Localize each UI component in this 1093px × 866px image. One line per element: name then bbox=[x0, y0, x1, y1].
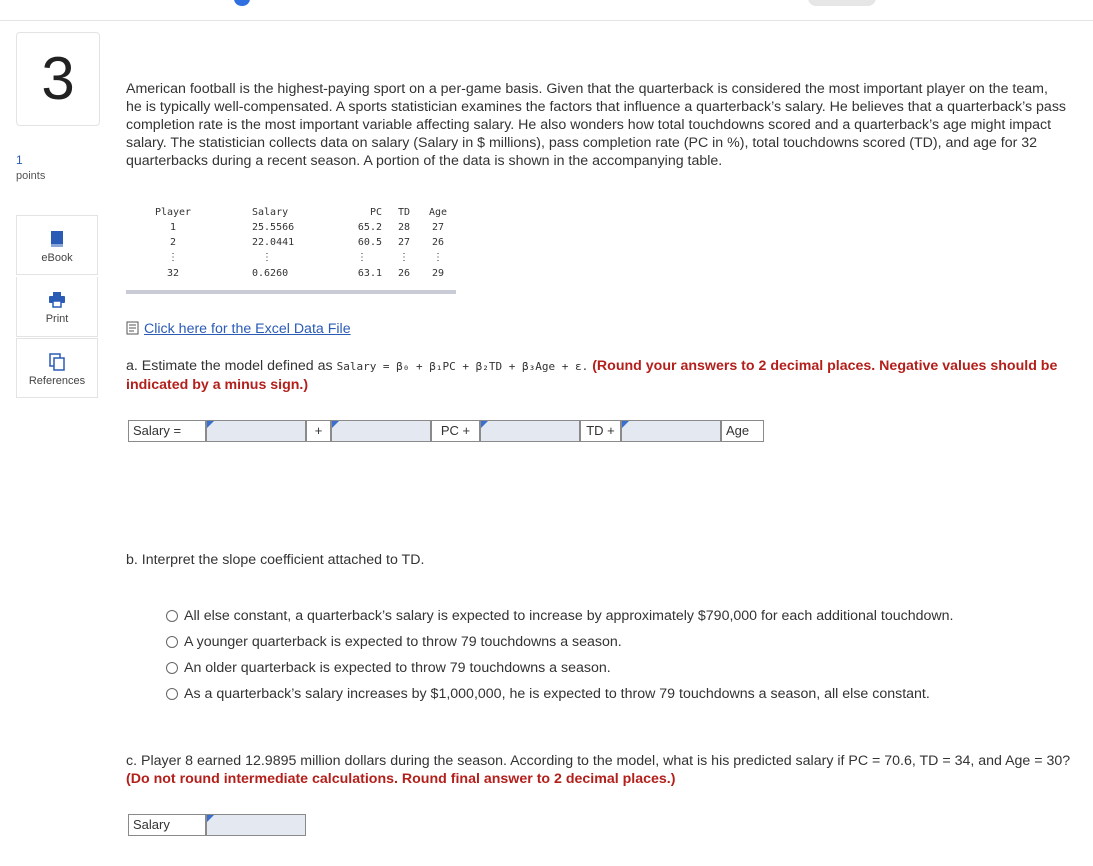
progress-indicator-icon[interactable] bbox=[234, 0, 250, 6]
table-cell: 63.1 bbox=[357, 268, 382, 279]
radio-button[interactable] bbox=[166, 662, 178, 674]
column-header: PC bbox=[369, 207, 382, 218]
table-cell: ⋮ bbox=[357, 252, 367, 263]
points-label: points bbox=[16, 170, 46, 182]
part-c-prompt bbox=[126, 752, 1076, 788]
option-label[interactable]: A younger quarterback is expected to throw 79 touchdowns a season. bbox=[184, 634, 622, 650]
part-b-options bbox=[166, 603, 953, 707]
column-header: Salary bbox=[252, 207, 289, 218]
table-cell: ⋮ bbox=[168, 252, 178, 263]
table-divider bbox=[126, 290, 456, 294]
radio-option[interactable] bbox=[166, 655, 953, 681]
part-c-question: c. Player 8 earned 12.9895 million dollars during the season. According to the model, what is his predicted salary if PC = 70.6, TD = 34, and Age = 30? bbox=[126, 753, 1071, 769]
printer-icon bbox=[48, 291, 66, 309]
question-text: American football is the highest-paying sport on a per-game basis. Given that the quarterback is considered the most important player on the team, he is typically well-compensated. A sports statistician examines the factors that influence a quarterback’s salary. He believes that a quarterback’s pass completion rate is the most important variable affecting salary. He also wonders how total touchdowns scored and a quarterback’s age might impact salary. The statistician collects data on salary (Salary in $ millions), pass completion rate (PC in %), total touchdowns scored (TD), and age for 32 quarterbacks during a recent season. A portion of the data is shown in the accompanying table. bbox=[126, 81, 1067, 169]
plus-label: + bbox=[306, 420, 331, 442]
radio-option[interactable] bbox=[166, 629, 953, 655]
flag-icon bbox=[622, 421, 629, 428]
references-label: References bbox=[28, 375, 86, 387]
model-formula: Salary = β₀ + β₁PC + β₂TD + β₃Age + ε. bbox=[336, 360, 589, 373]
table-cell: 1 bbox=[169, 222, 177, 233]
print-button[interactable] bbox=[16, 277, 98, 337]
excel-link-text[interactable]: Click here for the Excel Data File bbox=[144, 321, 351, 337]
td-label: TD + bbox=[580, 420, 621, 442]
book-icon bbox=[48, 230, 66, 248]
pc-label: PC + bbox=[431, 420, 480, 442]
radio-button[interactable] bbox=[166, 636, 178, 648]
table-cell: 0.6260 bbox=[252, 268, 289, 279]
age-coef-input-field[interactable] bbox=[622, 421, 720, 441]
option-label[interactable]: An older quarterback is expected to throw 79 touchdowns a season. bbox=[184, 660, 611, 676]
part-a-instruction: (Round your answers to 2 decimal places. Negative values should be indicated by a minus sign.) bbox=[126, 358, 1058, 393]
option-label[interactable]: All else constant, a quarterback’s salary is expected to increase by approximately $790,000 for each additional touchdown. bbox=[184, 608, 954, 624]
references-button[interactable] bbox=[16, 338, 98, 398]
part-b-prompt: b. Interpret the slope coefficient attached to TD. bbox=[126, 552, 425, 568]
intercept-input[interactable] bbox=[206, 420, 306, 442]
predicted-salary-input-field[interactable] bbox=[207, 815, 305, 835]
td-coef-input[interactable] bbox=[480, 420, 580, 442]
question-number: 3 bbox=[16, 32, 100, 126]
pc-coef-input[interactable] bbox=[331, 420, 431, 442]
table-cell: 32 bbox=[166, 268, 180, 279]
flag-icon bbox=[332, 421, 339, 428]
table-cell: 65.2 bbox=[357, 222, 382, 233]
part-c-instruction: (Do not round intermediate calculations. Round final answer to 2 decimal places.) bbox=[126, 771, 676, 787]
table-cell: 28 bbox=[397, 222, 411, 233]
table-cell: 27 bbox=[397, 237, 411, 248]
ebook-button[interactable] bbox=[16, 215, 98, 275]
column-header: Player bbox=[154, 207, 192, 218]
top-bar bbox=[0, 0, 1093, 21]
td-coef-input-field[interactable] bbox=[481, 421, 579, 441]
table-row bbox=[126, 222, 456, 237]
table-row bbox=[126, 268, 456, 283]
table-row bbox=[126, 237, 456, 252]
radio-button[interactable] bbox=[166, 688, 178, 700]
predicted-salary-input[interactable] bbox=[206, 814, 306, 836]
salary-label: Salary bbox=[128, 814, 206, 836]
references-icon bbox=[48, 353, 66, 371]
table-cell: ⋮ bbox=[433, 252, 443, 263]
radio-option[interactable] bbox=[166, 681, 953, 707]
table-cell: 29 bbox=[431, 268, 445, 279]
radio-button[interactable] bbox=[166, 610, 178, 622]
table-cell: 25.5566 bbox=[252, 222, 295, 233]
table-row bbox=[126, 252, 456, 268]
age-coef-input[interactable] bbox=[621, 420, 721, 442]
salary-equals-label: Salary = bbox=[128, 420, 206, 442]
excel-file-icon bbox=[126, 321, 140, 335]
table-header-row bbox=[126, 207, 456, 222]
top-right-button[interactable] bbox=[808, 0, 876, 6]
table-cell: 26 bbox=[397, 268, 411, 279]
table-cell: ⋮ bbox=[262, 252, 272, 263]
table-cell: 22.0441 bbox=[252, 237, 295, 248]
table-cell: 60.5 bbox=[357, 237, 382, 248]
column-header: TD bbox=[397, 207, 411, 218]
part-a-prefix: a. Estimate the model defined as bbox=[126, 358, 337, 374]
table-cell: 27 bbox=[431, 222, 445, 233]
column-header: Age bbox=[428, 207, 448, 218]
table-cell: ⋮ bbox=[399, 252, 409, 263]
flag-icon bbox=[207, 815, 214, 822]
age-label: Age bbox=[721, 420, 764, 442]
points-value: 1 bbox=[16, 153, 23, 167]
table-cell: 26 bbox=[431, 237, 445, 248]
pc-coef-input-field[interactable] bbox=[332, 421, 430, 441]
table-cell: 2 bbox=[169, 237, 177, 248]
flag-icon bbox=[207, 421, 214, 428]
flag-icon bbox=[481, 421, 488, 428]
option-label[interactable]: As a quarterback’s salary increases by $1,000,000, he is expected to throw 79 touchdowns a season, all else constant. bbox=[184, 686, 930, 702]
data-table bbox=[126, 207, 456, 283]
part-a-prompt bbox=[126, 357, 1066, 395]
excel-data-link[interactable] bbox=[126, 321, 351, 337]
intercept-input-field[interactable] bbox=[207, 421, 305, 441]
radio-option[interactable] bbox=[166, 603, 953, 629]
print-label: Print bbox=[45, 313, 69, 325]
ebook-label: eBook bbox=[41, 252, 73, 264]
